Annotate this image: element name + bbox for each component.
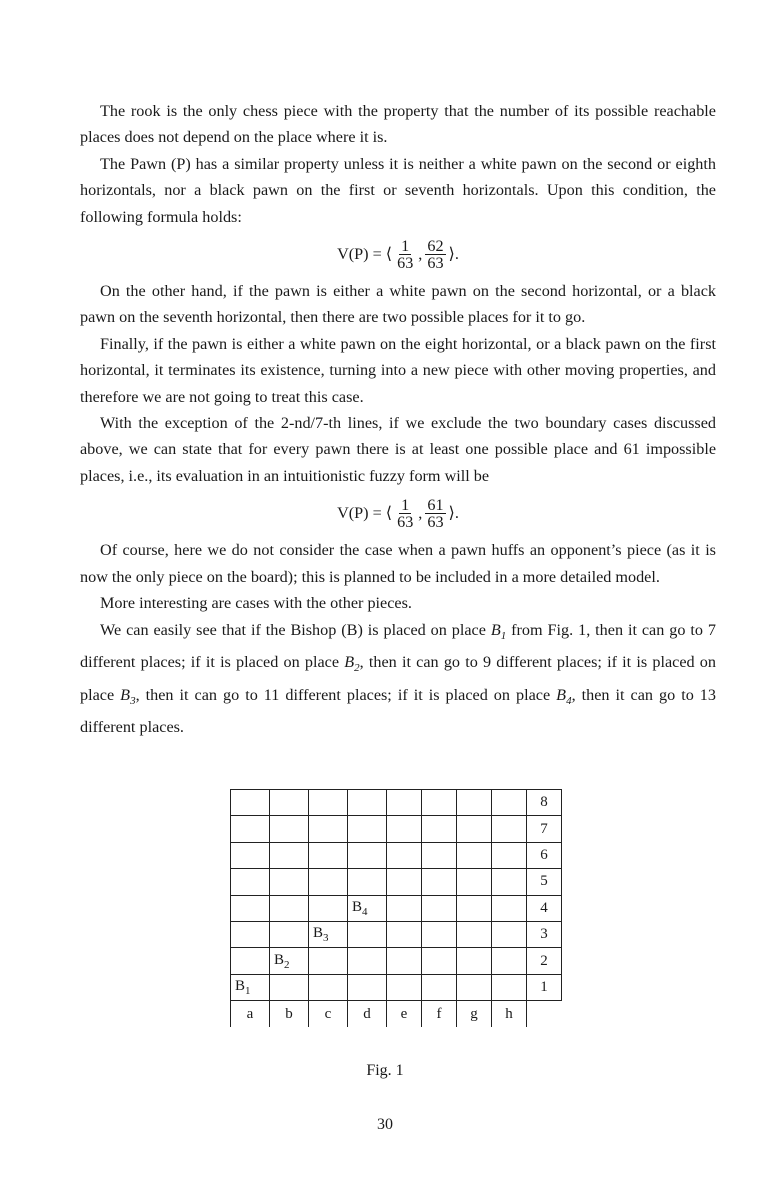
numerator: 62 [427,236,444,255]
text-run: from Fig. 1, then it can go to 7 different places; if it is placed on place [80,620,716,672]
board-square-c3 [309,921,348,947]
board-square-h2 [492,948,527,974]
board-square-c7 [309,816,348,842]
board-square-g1 [457,974,492,1000]
comma: , [418,504,423,523]
board-square-d6 [348,842,387,868]
board-square-f2 [422,948,457,974]
board-square-g6 [457,842,492,868]
symbol: B [120,685,131,704]
bishop-ref [490,620,507,642]
board-square-e6 [387,842,422,868]
file-label: c [309,1001,348,1028]
file-label: h [492,1001,527,1028]
board-square-h1 [492,974,527,1000]
board-square-f7 [422,816,457,842]
rank-label: 2 [527,948,562,974]
board-square-f3 [422,921,457,947]
text-run: We can easily see that if the Bishop (B) is placed on place [100,620,491,639]
board-square-f6 [422,842,457,868]
paragraph: The Pawn (P) has a similar property unless it is neither a white pawn on the second or eighth horizontals, nor a black pawn on the first or seventh horizontals. Upon this condition, the following formula holds: [80,154,716,226]
board-square-b1 [270,974,309,1000]
subscript: 4 [566,695,572,708]
board-square-a2 [231,948,270,974]
chessboard-figure [230,789,562,1027]
file-label: b [270,1001,309,1028]
board-square-b6 [270,842,309,868]
board-rank-row [231,895,562,921]
text-run: , then it can go to 11 different places; if it is placed on place [135,685,557,704]
board-square-e2 [387,948,422,974]
rank-label: 3 [527,921,562,947]
page-body [80,98,716,741]
board-square-a4 [231,895,270,921]
formula-rhs: ⟩. [448,504,459,523]
paragraph-bishop [80,617,716,741]
file-label: g [457,1001,492,1028]
formula-lhs: V(P) = ⟨ [337,504,393,523]
subscript: 3 [130,695,136,708]
formula-lhs: V(P) = ⟨ [337,245,393,264]
bishop-ref [120,685,136,708]
board-rank-row [231,790,562,816]
board-square-e8 [387,790,422,816]
board-square-e3 [387,921,422,947]
board-square-b7 [270,816,309,842]
bishop-marker-subscript: 2 [284,958,290,971]
board-square-h7 [492,816,527,842]
board-square-f8 [422,790,457,816]
board-rank-row [231,921,562,947]
rank-label: 5 [527,869,562,895]
paragraph: With the exception of the 2-nd/7-th lines, if we exclude the two boundary cases discussed above, we can state that for every pawn there is at least one possible place and 61 impossible places, i.e., its evaluation in an intuitionistic fuzzy form will be [80,414,716,485]
fraction [425,497,445,530]
symbol: B [556,685,567,704]
numerator: 1 [401,236,410,255]
board-square-a3 [231,921,270,947]
board-square-b4 [270,895,309,921]
subscript: 2 [354,662,360,675]
formula-rhs: ⟩. [448,245,459,264]
board-square-d5 [348,869,387,895]
bishop-marker-subscript: 3 [323,932,329,945]
board-square-d4 [348,895,387,921]
board-square-a1 [231,974,270,1000]
paragraph: Of course, here we do not consider the case when a pawn huffs an opponent’s piece (as it is now the only piece on the board); this is planned to be included in a more detailed model. [80,541,716,586]
board-square-b8 [270,790,309,816]
board-square-c1 [309,974,348,1000]
board-square-c4 [309,895,348,921]
board-rank-row [231,816,562,842]
file-label: a [231,1001,270,1028]
board-square-d8 [348,790,387,816]
bishop-marker: B [352,898,363,915]
numerator: 1 [401,495,410,514]
board-square-h8 [492,790,527,816]
bishop-ref [556,685,572,708]
rank-label: 6 [527,842,562,868]
bishop-ref [344,653,360,675]
denominator: 63 [427,512,444,531]
board-square-b2 [270,948,309,974]
paragraph: Finally, if the pawn is either a white pawn on the eight horizontal, or a black pawn on the first horizontal, it terminates its existence, turning into a new piece with other moving properties, and therefore we are not going to treat this case. [80,334,716,406]
board-rank-row [231,869,562,895]
paragraph: More interesting are cases with the other pieces. [100,594,412,613]
fraction [395,238,415,271]
file-label: f [422,1001,457,1028]
text-run: , then it can go to 13 different places. [80,685,716,737]
rank-label: 7 [527,816,562,842]
bishop-marker-subscript: 4 [362,905,368,918]
board-square-d1 [348,974,387,1000]
board-square-e4 [387,895,422,921]
denominator: 63 [397,512,414,531]
board-rank-row [231,948,562,974]
board-square-d7 [348,816,387,842]
board-rank-row [231,842,562,868]
board-square-h5 [492,869,527,895]
numerator: 61 [427,495,444,514]
board-square-h6 [492,842,527,868]
bishop-marker: B [235,977,246,994]
rank-label: 8 [527,790,562,816]
rank-label: 4 [527,895,562,921]
board-square-b5 [270,869,309,895]
board-square-g2 [457,948,492,974]
board-square-h3 [492,921,527,947]
board-rank-row [231,974,562,1000]
file-label-row [231,1001,562,1028]
board-square-g4 [457,895,492,921]
formula-pawn-general [80,230,716,278]
subscript: 1 [500,629,507,642]
bishop-marker: B [274,951,285,968]
formula-pawn-evaluation [80,489,716,537]
comma: , [418,245,423,264]
fraction [395,497,415,530]
denominator: 63 [427,253,444,272]
board-square-g7 [457,816,492,842]
board-square-g5 [457,869,492,895]
board-square-b3 [270,921,309,947]
rank-label: 1 [527,974,562,1000]
page-number: 30 [377,1116,393,1133]
text-run: , then it can go to 9 different places; if it is placed on place [80,653,716,704]
board-square-c5 [309,869,348,895]
board-square-f1 [422,974,457,1000]
board-square-a7 [231,816,270,842]
board-square-a5 [231,869,270,895]
board-square-e7 [387,816,422,842]
board-square-e1 [387,974,422,1000]
paragraph: The rook is the only chess piece with the property that the number of its possible reachable places does not depend on the place where it is. [80,102,716,147]
board-square-a8 [231,790,270,816]
file-label: d [348,1001,387,1028]
fraction [425,238,445,271]
board-square-c6 [309,842,348,868]
figure-caption: Fig. 1 [366,1062,404,1079]
file-label: e [387,1001,422,1028]
bishop-marker: B [313,925,324,942]
symbol: B [344,653,355,672]
board-square-g8 [457,790,492,816]
paragraph: On the other hand, if the pawn is either a white pawn on the second horizontal, or a black pawn on the seventh horizontal, then there are two possible places for it to go. [80,282,716,327]
bishop-marker-subscript: 1 [245,984,251,997]
board-square-d2 [348,948,387,974]
board-square-c8 [309,790,348,816]
board-square-h4 [492,895,527,921]
board-square-c2 [309,948,348,974]
denominator: 63 [397,253,414,272]
board-square-f4 [422,895,457,921]
board-square-g3 [457,921,492,947]
board-square-f5 [422,869,457,895]
corner-cell [527,1001,562,1028]
board-square-a6 [231,842,270,868]
board-square-e5 [387,869,422,895]
symbol: B [490,620,501,639]
board-square-d3 [348,921,387,947]
